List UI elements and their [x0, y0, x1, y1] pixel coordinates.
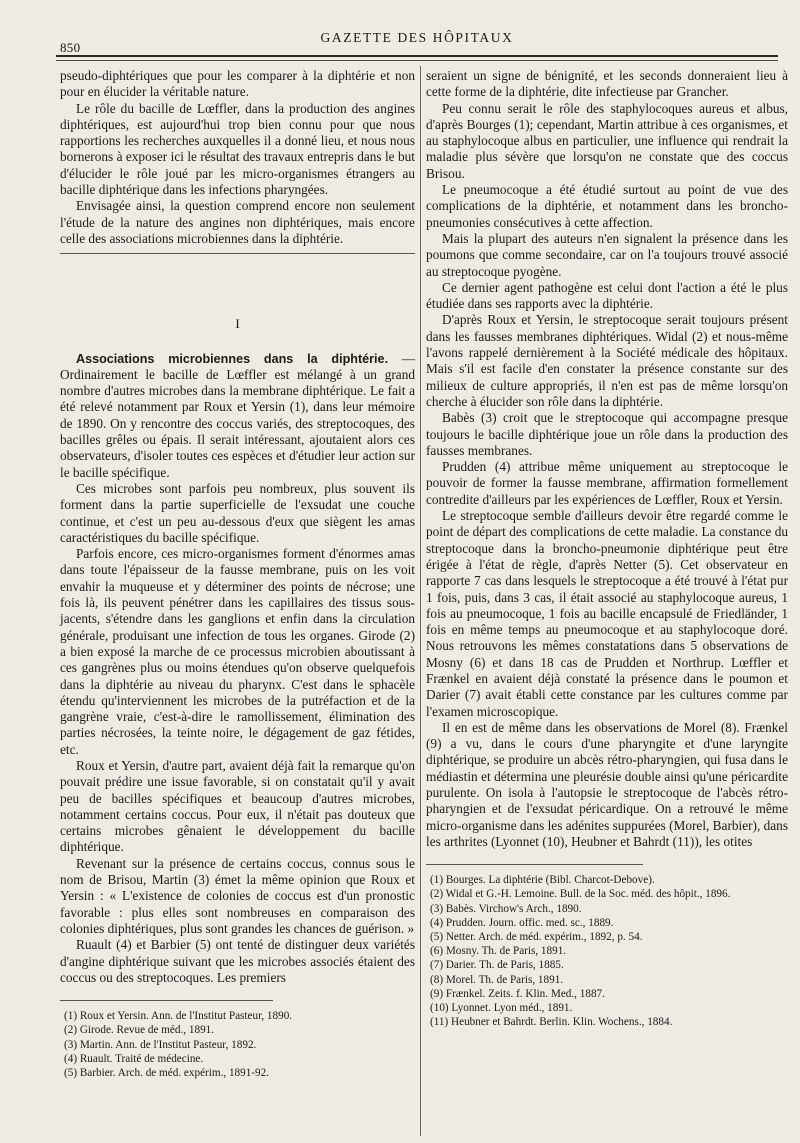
- footnote: (8) Morel. Th. de Paris, 1891.: [430, 973, 564, 986]
- section-number: I: [235, 316, 240, 332]
- footnote: (10) Lyonnet. Lyon méd., 1891.: [430, 1002, 573, 1015]
- footnotes-left: [60, 1009, 415, 1080]
- paragraph: Babès (3) croit que le streptocoque qui accompagne presque toujours le bacille diphtérique joue un rôle dans la production des fausses membranes.: [426, 410, 788, 458]
- footnote: (2) Girode. Revue de méd., 1891.: [64, 1024, 215, 1037]
- footnote: (7) Darier. Th. de Paris, 1885.: [430, 959, 564, 972]
- paragraph-text: — Ordinairement le bacille de Lœffler est mélangé à un grand nombre d'autres microbes dans la membrane diphtérique. Le fait a été relevé notamment par Roux et Yersin (1), dans leur mémoire de 1890. On y rencontre des coccus variés, des streptocoques, des bacilles grêles ou épais. Il serait intéressant, ajoutaient alors ces observateurs, d'isoler toutes ces espèces et d'étudier leur action sur le bacille spécifique.: [60, 350, 416, 480]
- paragraph: D'après Roux et Yersin, le streptocoque serait toujours présent dans les fausses membranes diphtériques. Widal (2) et nous-même l'avons rappelé dernièrement à la Société médicale des hôpitaux. Mais s'il est facile d'en constater la présence constante sur des milieux de culture appropriés, il n'en est pas de même lorsqu'on cherche à élucider son rôle dans la diphtérie.: [426, 312, 788, 409]
- footnote-rule: [426, 864, 643, 865]
- footnote: (3) Martin. Ann. de l'Institut Pasteur, 1892.: [64, 1038, 257, 1051]
- paragraph: Roux et Yersin, d'autre part, avaient déjà fait la remarque qu'on pouvait prédire une issue favorable, si on constatait qu'il y avait peu de bacilles spécifiques et beaucoup d'autres microbes, notamment certains coccus. Pour eux, il n'était pas douteux que certains microbes gênaient le développement du bacille diphtérique.: [60, 757, 415, 855]
- paragraph: Parfois encore, ces micro-organismes forment d'énormes amas dans toute l'épaisseur de la fausse membrane, puis on les voit envahir la muqueuse et y déterminer des points de nécrose; une fois là, ils peuvent pénétrer dans les capillaires des tissus sous-jacents, s'étendre dans les ganglions et enfin dans la circulation générale, produisant une infection de tous les organes. Girode (2) a bien exposé la marche de ce processus microbien aboutissant à ces gangrènes plus ou moins étendues qu'on observe quelquefois dans la diphtérie au niveau du pharynx. C'est dans le sphacèle étendu qu'interviennent les microbes de la putréfaction et de la gangrène vraie, c'est-à-dire le ramollissement, élimination des parties nécrosées, la teinte noire, le dégagement de gaz fétides, etc.: [60, 546, 415, 757]
- running-title: GAZETTE DES HÔPITAUX: [320, 30, 514, 45]
- paragraph: Prudden (4) attribue même uniquement au streptocoque le pouvoir de former la fausse membrane, affirmation formellement contredite d'ailleurs par les expériences de Lœffler, Roux et Yersin.: [426, 459, 788, 507]
- section-heading: Associations microbiennes dans la diphtérie.: [76, 351, 389, 366]
- header-rule: [56, 55, 778, 57]
- paragraph: Ruault (4) et Barbier (5) ont tenté de distinguer deux variétés d'angine diphtérique suivant que les microbes associés étaient des coccus ou des streptocoques. Les premiers: [60, 937, 415, 985]
- footnote: (5) Barbier. Arch. de méd. expérim., 1891-92.: [64, 1066, 270, 1079]
- paragraph: Envisagée ainsi, la question comprend encore non seulement l'étude de la nature des angines non diphtériques, mais encore celle des associations microbiennes dans la diphtérie.: [60, 198, 415, 246]
- footnote-rule: [60, 1000, 273, 1001]
- paragraph: pseudo-diphtériques que pour les comparer à la diphtérie et non pour en élucider la véritable nature.: [60, 68, 415, 100]
- footnotes-right: [426, 873, 788, 1029]
- paragraph: Ce dernier agent pathogène est celui dont l'action a été le plus étudiée dans ses rapports avec la diphtérie.: [426, 279, 788, 312]
- paragraph: Mais la plupart des auteurs n'en signalent la présence dans les poumons que comme secondaire, car on l'a toujours trouvé associé au streptocoque pyogène.: [426, 230, 788, 279]
- paragraph: Revenant sur la présence de certains coccus, connus sous le nom de Brisou, Martin (3) émet la même opinion que Roux et Yersin : « L'existence de colonies de coccus est d'un pronostic favorable : plus elles sont nombreuses en comparaison des colonies diphtériques, plus sont grandes les chances de guérison. »: [60, 855, 415, 936]
- paragraph: Peu connu serait le rôle des staphylocoques aureus et albus, d'après Bourges (1); cependant, Martin attribue à ces organismes, et au staphylocoque albus en particulier, une influence qui rendrait la maladie plus sévère que lorsqu'on ne constate que des coccus Brisou.: [426, 100, 788, 181]
- footnote: (3) Babès. Virchow's Arch., 1890.: [430, 902, 582, 915]
- paragraph: Le rôle du bacille de Lœffler, dans la production des angines diphtériques, est aujourd'hui trop bien connu pour que nous rapportions les recherches auxquelles il a donné lieu, et nous nous bornerons à exposer ici le résultat des travaux entrepris dans le but d'élucider le rôle joué par les micro-organismes étrangers au bacille diphtérique dans les infections pharyngées.: [60, 100, 415, 198]
- footnote: (11) Heubner et Bahrdt. Berlin. Klin. Wochens., 1884.: [430, 1016, 673, 1029]
- footnote: (1) Bourges. La diphtérie (Bibl. Charcot-Debove).: [430, 874, 655, 887]
- section-divider: [60, 253, 415, 254]
- footnote: (4) Ruault. Traité de médecine.: [64, 1052, 204, 1065]
- paragraph: Le pneumocoque a été étudié surtout au point de vue des complications de la diphtérie, et notamment dans les broncho-pneumonies consécutives à cette affection.: [426, 182, 788, 230]
- left-column: [60, 68, 415, 1080]
- page-number: 850: [60, 40, 81, 55]
- header-rule-thin: [56, 60, 778, 61]
- footnote: (6) Mosny. Th. de Paris, 1891.: [430, 945, 567, 958]
- paragraph: Ces microbes sont parfois peu nombreux, plus souvent ils forment dans la partie superficielle de l'exsudat une couche continue, et c'est un peu au-dessous d'eux que siègent les amas caractéristiques du bacille spécifique.: [60, 480, 415, 545]
- paragraph: Il en est de même dans les observations de Morel (8). Frænkel (9) a vu, dans le cours d'une pharyngite et d'une laryngite diphtérique, se produire un abcès rétro-pharyngien, qui fusa dans le médiastin et détermina une pleurésie double ainsi qu'une péricardite purulente. On isola à l'autopsie le streptocoque de l'abcès rétro-pharyngien et de l'exsudat péricardique. On a retrouvé le même micro-organisme dans les adénites suppurées (Morel, Barbier), dans les arthrites (Lyonnet (10), Heubner et Bahrdt (11)), les otites: [426, 719, 788, 849]
- paragraph-with-lead: [60, 351, 415, 481]
- paragraph: seraient un signe de bénignité, et les seconds donneraient lieu à cette forme de la diphtérie, dite infectieuse par Grancher.: [426, 68, 788, 100]
- page-header: [56, 26, 778, 56]
- footnote: (9) Frænkel. Zeits. f. Klin. Med., 1887.: [430, 987, 605, 1000]
- footnote: (1) Roux et Yersin. Ann. de l'Institut Pasteur, 1890.: [64, 1010, 293, 1023]
- footnote: (5) Netter. Arch. de méd. expérim., 1892, p. 54.: [430, 931, 643, 944]
- footnote: (2) Widal et G.-H. Lemoine. Bull. de la Soc. méd. des hôpit., 1896.: [430, 888, 731, 901]
- right-column: [426, 68, 788, 1029]
- column-divider: [420, 66, 421, 1136]
- paragraph: Le streptocoque semble d'ailleurs devoir être regardé comme le point de départ des complications de cette maladie. La constance du streptocoque dans la broncho-pneumonie diphtérique peut être érigée à l'état de règle, d'après Netter (5). Cet observateur en rapporte 7 cas dans lesquels le streptocoque a été trouvé à l'état pur 1 fois, puis, dans 3 cas, il était associé au staphylocoque aureus, 1 fois au pneumocoque, 1 fois au bacille encapsulé de Friedländer, 1 fois en même temps au pneumocoque et au staphylocoque doré. Nous retrouvons les mêmes constatations dans 5 observations de Mosny (6) et dans 18 cas de Prudden et Northrup. Lœffler et Frænkel en avaient déjà constaté la présence dans le poumon et Darier (7) avait établi cette constance par les cultures comme par l'examen microscopique.: [426, 508, 788, 719]
- footnote: (4) Prudden. Journ. offic. med. sc., 1889.: [430, 916, 614, 929]
